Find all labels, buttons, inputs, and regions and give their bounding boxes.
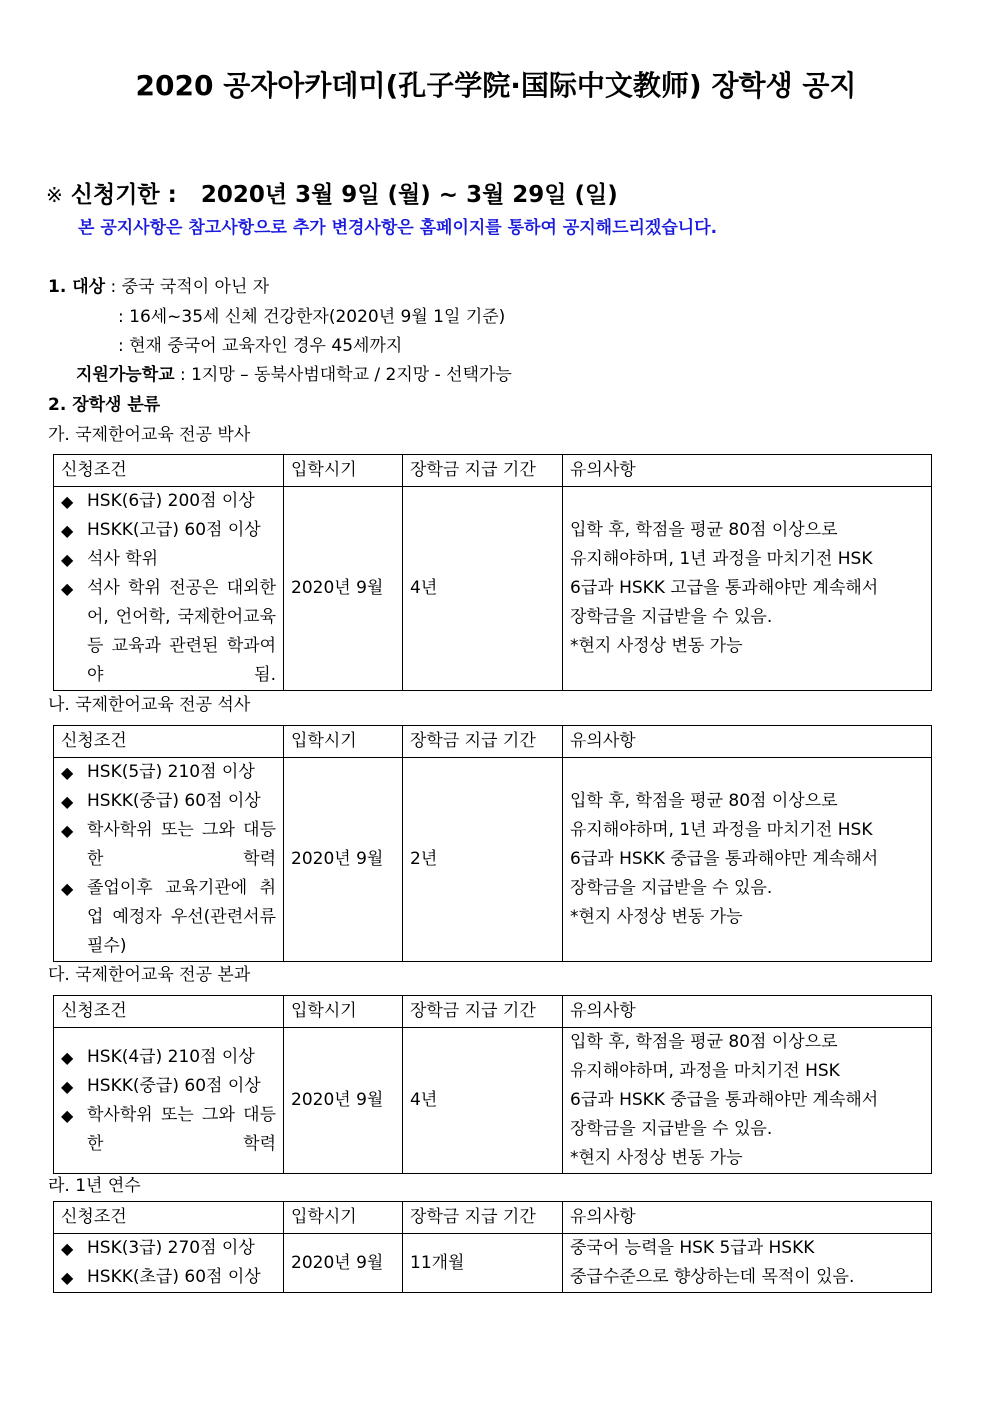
table-1-subtitle: 가. 국제한어교육 전공 박사: [48, 425, 251, 445]
condition-item: ◆ HSKK(고급) 60점 이상: [61, 516, 276, 545]
target-line-1: [48, 272, 269, 297]
condition-item: ◆ HSKK(초급) 60점 이상: [61, 1263, 276, 1292]
header-notes: 유의사항: [563, 1202, 932, 1234]
period-cell: 2년: [403, 758, 563, 962]
header-period: 장학금 지급 기간: [403, 726, 563, 758]
period-cell: 4년: [403, 487, 563, 691]
eligible-school-value: : 1지망 – 동북사범대학교 / 2지망 - 선택가능: [179, 365, 512, 385]
entry-cell: 2020년 9월: [284, 1234, 403, 1293]
note-line: 입학 후, 학점을 평균 80점 이상으로: [570, 520, 838, 540]
note-line: *현지 사정상 변동 가능: [570, 1148, 743, 1168]
note-line: 유지해야하며, 과정을 마치기전 HSK: [570, 1061, 840, 1081]
notes-cell: [563, 758, 932, 962]
condition-item: ◆ HSK(5급) 210점 이상: [61, 758, 276, 787]
table-header-row: [54, 726, 932, 758]
note-line: 입학 후, 학점을 평균 80점 이상으로: [570, 791, 838, 811]
table-3-subtitle: 다. 국제한어교육 전공 본과: [48, 965, 251, 985]
header-entry: 입학시기: [284, 996, 403, 1028]
period-cell: 4년: [403, 1028, 563, 1174]
entry-cell: 2020년 9월: [284, 758, 403, 962]
note-line: *현지 사정상 변동 가능: [570, 907, 743, 927]
header-notes: 유의사항: [563, 996, 932, 1028]
note-line: 장학금을 지급받을 수 있음.: [570, 1119, 773, 1139]
conditions-cell: [54, 1028, 284, 1174]
notice-text: 본 공지사항은 참고사항으로 추가 변경사항은 홈페이지를 통하여 공지해드리겠습니다.: [78, 218, 718, 238]
conditions-cell: [54, 487, 284, 691]
application-deadline: [46, 176, 618, 209]
scholarship-table-undergraduate: [53, 995, 932, 1174]
note-line: 장학금을 지급받을 수 있음.: [570, 878, 773, 898]
section-1-label: 1. 대상: [48, 277, 106, 297]
table-4-subtitle: 라. 1년 연수: [48, 1176, 141, 1196]
condition-item: ◆ HSK(3급) 270점 이상: [61, 1234, 276, 1263]
scholarship-table-phd: [53, 454, 932, 691]
target-condition-2: : 16세~35세 신체 건강한자(2020년 9월 1일 기준): [118, 307, 506, 327]
deadline-value: 2020년 3월 9일 (월) ~ 3월 29일 (일): [200, 182, 618, 208]
section-2-heading: [48, 390, 160, 415]
table-2-subtitle: 나. 국제한어교육 전공 석사: [48, 695, 251, 715]
table-header-row: [54, 455, 932, 487]
note-line: 6급과 HSKK 중급을 통과해야만 계속해서: [570, 849, 879, 869]
page-title: 2020 공자아카데미(孔子学院·国际中文教师) 장학생 공지: [135, 69, 857, 102]
target-condition-3: : 현재 중국어 교육자인 경우 45세까지: [118, 336, 403, 356]
header-period: 장학금 지급 기간: [403, 1202, 563, 1234]
header-entry: 입학시기: [284, 1202, 403, 1234]
section-2-label: 2. 장학생 분류: [48, 395, 161, 415]
header-entry: 입학시기: [284, 726, 403, 758]
condition-item: ◆ HSK(4급) 210점 이상: [61, 1043, 276, 1072]
period-cell: 11개월: [403, 1234, 563, 1293]
condition-item: ◆ 석사 학위 전공은 대외한어, 언어학, 국제한어교육등 교육과 관련된 학과여야 됨.: [61, 574, 276, 690]
header-conditions: 신청조건: [54, 996, 284, 1028]
scholarship-table-masters: [53, 725, 932, 962]
note-line: 6급과 HSKK 고급을 통과해야만 계속해서: [570, 578, 879, 598]
table-header-row: [54, 1202, 932, 1234]
note-line: 중국어 능력을 HSK 5급과 HSKK: [570, 1238, 815, 1258]
note-line: *현지 사정상 변동 가능: [570, 636, 743, 656]
condition-item: ◆ HSK(6급) 200점 이상: [61, 487, 276, 516]
table-row: [54, 758, 932, 962]
note-line: 유지해야하며, 1년 과정을 마치기전 HSK: [570, 549, 873, 569]
note-line: 중급수준으로 향상하는데 목적이 있음.: [570, 1267, 855, 1287]
note-line: 6급과 HSKK 중급을 통과해야만 계속해서: [570, 1090, 879, 1110]
condition-item: ◆ HSKK(중급) 60점 이상: [61, 1072, 276, 1101]
header-conditions: 신청조건: [54, 1202, 284, 1234]
deadline-label: 신청기한 :: [70, 182, 177, 208]
condition-item: ◆ 학사학위 또는 그와 대등한 학력: [61, 816, 276, 874]
notes-cell: [563, 1234, 932, 1293]
header-period: 장학금 지급 기간: [403, 455, 563, 487]
condition-item: ◆ 학사학위 또는 그와 대등한 학력: [61, 1101, 276, 1159]
conditions-cell: [54, 1234, 284, 1293]
note-line: 입학 후, 학점을 평균 80점 이상으로: [570, 1032, 838, 1052]
table-row: [54, 1028, 932, 1174]
scholarship-table-one-year: [53, 1201, 932, 1293]
eligible-school-line: [76, 360, 512, 385]
table-row: [54, 1234, 932, 1293]
condition-item: ◆ HSKK(중급) 60점 이상: [61, 787, 276, 816]
eligible-school-label: 지원가능학교: [76, 365, 175, 385]
condition-item: ◆ 졸업이후 교육기관에 취업 예정자 우선(관련서류 필수): [61, 874, 276, 961]
header-period: 장학금 지급 기간: [403, 996, 563, 1028]
header-entry: 입학시기: [284, 455, 403, 487]
table-header-row: [54, 996, 932, 1028]
header-notes: 유의사항: [563, 726, 932, 758]
note-line: 장학금을 지급받을 수 있음.: [570, 607, 773, 627]
header-conditions: 신청조건: [54, 455, 284, 487]
entry-cell: 2020년 9월: [284, 487, 403, 691]
notes-cell: [563, 1028, 932, 1174]
conditions-cell: [54, 758, 284, 962]
header-notes: 유의사항: [563, 455, 932, 487]
reference-mark-icon: ※: [46, 183, 63, 207]
notes-cell: [563, 487, 932, 691]
condition-item: ◆ 석사 학위: [61, 545, 276, 574]
entry-cell: 2020년 9월: [284, 1028, 403, 1174]
table-row: [54, 487, 932, 691]
note-line: 유지해야하며, 1년 과정을 마치기전 HSK: [570, 820, 873, 840]
target-condition-1: : 중국 국적이 아닌 자: [110, 277, 270, 297]
header-conditions: 신청조건: [54, 726, 284, 758]
